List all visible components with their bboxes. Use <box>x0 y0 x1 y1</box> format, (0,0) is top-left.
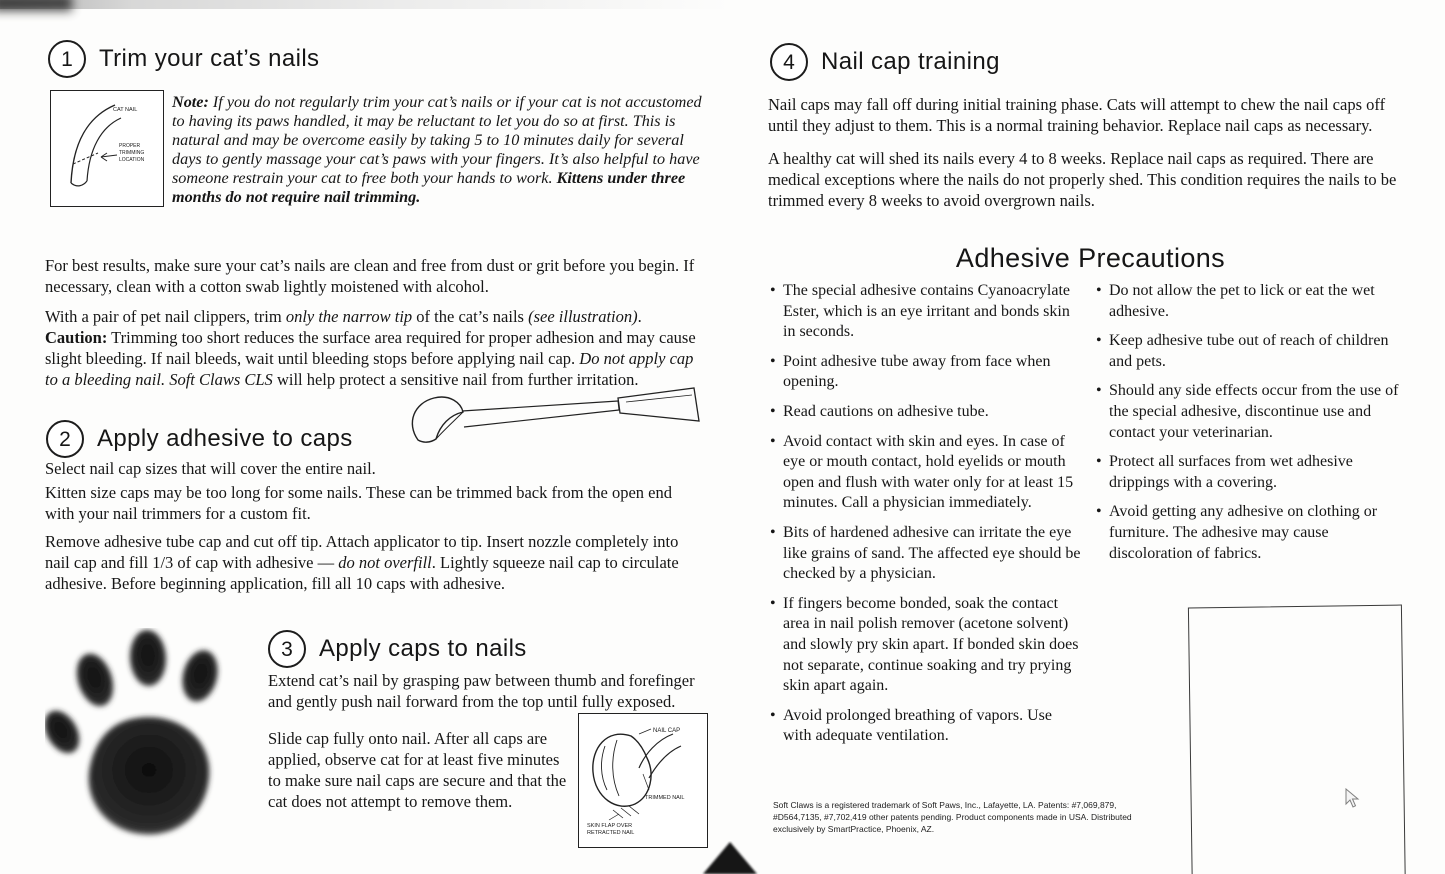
list-item: • Read cautions on adhesive tube. <box>770 402 1082 423</box>
step-number-badge <box>48 40 86 78</box>
text-run: With a pair of pet nail clippers, trim <box>45 307 286 326</box>
list-item: • The special adhesive contains Cyanoacrylate Ester, which is an eye irritant and bonds skin in seconds. <box>770 281 1082 343</box>
section3-heading <box>268 630 527 668</box>
text-run: Note: <box>172 93 213 111</box>
nail-cap-diagram-icon <box>579 714 707 847</box>
diagram-label-cat-nail: CAT NAIL <box>113 107 138 113</box>
scan-smudge <box>0 0 72 11</box>
scan-artifact-strip <box>0 0 730 9</box>
text-run: Do not apply cap to a bleeding nail. Soft Claws CLS <box>45 348 694 389</box>
list-item: • Bits of hardened adhesive can irritate the eye like grains of sand. The affected eye should be checked by a physician. <box>770 523 1082 585</box>
text-run: (see illustration) <box>528 307 638 326</box>
diagram-label-nail-cap: NAIL CAP <box>653 728 681 734</box>
section4-heading <box>770 43 1000 81</box>
text-run: . <box>637 307 642 326</box>
precautions-left-column <box>770 281 1082 756</box>
section2-paragraph-1: Select nail cap sizes that will cover the entire nail. <box>45 459 376 478</box>
list-item: • Avoid getting any adhesive on clothing or furniture. The adhesive may cause discoloration of fabrics. <box>1096 502 1408 564</box>
diagram-label-skin-flap-2: RETRACTED NAIL <box>587 830 635 836</box>
section3-paragraph-1: Extend cat’s nail by grasping paw between thumb and forefinger and gently push nail forward from the top until fully exposed. <box>268 671 695 711</box>
section2-heading <box>46 420 353 458</box>
text-run: If you do not regularly trim your cat’s nails or if your cat is not accustomed to having its paws handled, it may be reluctant to let you do so at first. This is natural and may be overcome easily by taking 5 to 10 minutes daily for several days to gently massage your cat’s paws with your fingers. It’s also helpful to have someone restrain your cat to free both your hands to work. <box>172 93 702 187</box>
step-number-badge <box>770 43 808 81</box>
list-item: • Should any side effects occur from the use of the special adhesive, discontinue use and contact your veterinarian. <box>1096 381 1408 443</box>
section-title: Nail cap training <box>821 48 1000 75</box>
list-item: • Keep adhesive tube out of reach of children and pets. <box>1096 331 1408 372</box>
step-number: 1 <box>61 47 73 71</box>
text-run: only the narrow tip <box>285 307 413 326</box>
text-run: will help protect a sensitive nail from further irritation. <box>276 369 639 389</box>
adhesive-precautions-title: Adhesive Precautions <box>955 243 1226 273</box>
list-item: • Avoid prolonged breathing of vapors. Use with adequate ventilation. <box>770 706 1082 747</box>
text-run: Caution: <box>45 327 108 347</box>
section4-paragraph-1: Nail caps may fall off during initial training phase. Cats will attempt to chew the nail caps off until they adjust to them. This is a normal training behavior. Replace nail caps as necessary. <box>768 95 1386 135</box>
diagram-label-location: LOCATION <box>119 157 145 163</box>
bottom-triangle-graphic <box>700 841 760 874</box>
section2-paragraph-3 <box>45 532 700 595</box>
list-item: • Avoid contact with skin and eyes. In case of eye or mouth contact, hold eyelids or mouth open and flush with water only for at least 15 minutes. Call a physician immediately. <box>770 432 1082 514</box>
list-item: • Do not allow the pet to lick or eat the wet adhesive. <box>1096 281 1408 322</box>
nail-trimming-diagram-icon <box>51 91 163 206</box>
precautions-right-column <box>1096 281 1408 573</box>
text-run: Trimming too short reduces the surface area required for proper adhesion and may cause slight bleeding. If nail bleeds, wait until bleeding stops before applying nail cap. <box>45 327 696 368</box>
diagram-label-trimming: TRIMMING <box>119 150 145 156</box>
step-number-badge <box>46 420 84 458</box>
list-item: • Point adhesive tube away from face when opening. <box>770 352 1082 393</box>
diagram-label-trimmed-nail: TRIMMED NAIL <box>645 795 685 801</box>
list-item: • If fingers become bonded, soak the contact area in nail polish remover (acetone solvent) and slowly pry skin apart. If bonded skin does not separate, continue soaking and try prying skin apart again. <box>770 594 1082 697</box>
text-run: Remove adhesive tube cap and cut off tip. Attach applicator to tip. Insert nozzle completely into nail cap and fill 1/3 of cap with adhesive — <box>45 532 679 572</box>
text-run: . Lightly squeeze nail cap to circulate adhesive. Before beginning application, fill all 10 caps with adhesive. <box>45 552 679 593</box>
section4-paragraph-2: A healthy cat will shed its nails every 4 to 8 weeks. Replace nail caps as required. There are medical exceptions where the nails do not properly shed. This condition requires the nails to be trimmed every 8 weeks to avoid overgrown nails. <box>768 149 1397 210</box>
text-run: of the cat’s nails <box>412 307 529 326</box>
step-number: 4 <box>783 50 795 74</box>
section-title: Apply caps to nails <box>319 635 527 662</box>
section-title: Trim your cat’s nails <box>99 45 320 72</box>
nail-trimming-diagram <box>50 90 164 207</box>
section-title: Apply adhesive to caps <box>97 425 353 452</box>
text-run: Kittens under three months do not require nail trimming. <box>172 169 686 206</box>
diagram-label-skin-flap-1: SKIN FLAP OVER <box>587 823 633 829</box>
paw-print-graphic <box>45 628 245 874</box>
nail-cap-diagram <box>578 713 708 848</box>
section1-paragraph-2 <box>45 307 700 391</box>
list-item: • Protect all surfaces from wet adhesive drippings with a covering. <box>1096 452 1408 493</box>
section1-heading <box>48 40 319 78</box>
section2-paragraph-2: Kitten size caps may be too long for some nails. These can be trimmed back from the open end with your nail trimmers for a custom fit. <box>45 483 672 523</box>
cursor-icon <box>1342 788 1362 810</box>
adhesive-applicator-icon <box>400 385 700 465</box>
legal-fine-print: Soft Claws is a registered trademark of Soft Paws, Inc., Lafayette, LA. Patents: #7,069,879, #D564,7135, #7,702,419 other patents pending. Product components made in USA. Distributed exclusively by SmartPractice, Phoenix, AZ. <box>773 800 1132 834</box>
step-number-badge <box>268 630 306 668</box>
diagram-label-proper: PROPER <box>119 143 141 149</box>
step-number: 2 <box>59 427 71 451</box>
section1-paragraph-1: For best results, make sure your cat’s nails are clean and free from dust or grit before you begin. If necessary, clean with a cotton swab lightly moistened with alcohol. <box>45 256 695 296</box>
section3-paragraph-2: Slide cap fully onto nail. After all caps are applied, observe cat for at least five minutes to make sure nail caps are secure and that the cat does not attempt to remove them. <box>268 729 567 811</box>
step-number: 3 <box>281 637 293 661</box>
blank-label-box <box>1188 605 1406 874</box>
text-run: do not overfill <box>338 552 432 572</box>
note-paragraph <box>172 93 702 207</box>
